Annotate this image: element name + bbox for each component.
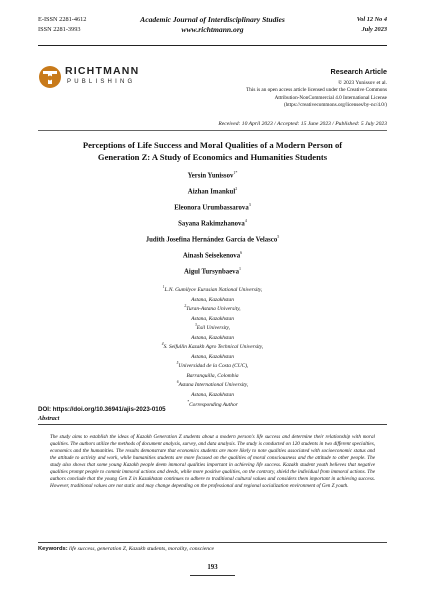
affiliation: $^2$Turan-Astana University, [184, 304, 241, 312]
author-name: Sayana Rakimzhanova [178, 220, 245, 228]
eissn: E-ISSN 2281-4612 [38, 16, 87, 23]
author [0, 234, 425, 244]
publisher-logo [38, 63, 138, 95]
volume: Vol 12 No 4 [356, 16, 387, 23]
article-type: Research Article [330, 67, 387, 76]
keywords [38, 546, 214, 552]
affiliation: $^1$L.N. Gumilyov Eurasian National University, [162, 285, 263, 293]
author-affil: 1* [233, 170, 238, 175]
article-title [50, 140, 375, 163]
abstract-heading: Abstract [38, 415, 60, 422]
issue-block [357, 15, 387, 34]
journal-title-block [38, 15, 387, 35]
affiliation: $^6$Astana International University, [176, 380, 249, 389]
author-name: Aizhan Imankul [187, 188, 236, 196]
doi-link[interactable]: DOI: https://doi.org/10.36941/ajis-2023-0105 [38, 406, 166, 413]
license-link[interactable]: (https://creativecommons.org/licenses/by-nc/4.0/) [283, 102, 387, 109]
author [0, 250, 425, 260]
author [0, 170, 425, 180]
affiliation: Astana, Kazakhstan [191, 315, 234, 322]
title-line-1: Perceptions of Life Success and Moral Qualities of a Modern Person of [82, 140, 343, 150]
affiliation-list [120, 284, 305, 408]
author-affil: 6 [240, 250, 243, 255]
author [0, 202, 425, 212]
author-affil: 3 [248, 202, 251, 207]
publisher-sub: PUBLISHING [67, 79, 136, 85]
copyright: © 2023 Yunissov et al. [338, 80, 387, 86]
page-number: 193 [207, 564, 218, 571]
header-divider [38, 45, 387, 46]
author-name: Aigul Tursynbaeva [184, 268, 239, 276]
affiliation: $^5$Universidad de la Costa (CUC), [176, 361, 249, 370]
affiliation: Astana, Kazakhstan [191, 353, 234, 360]
publisher-name: RICHTMANN [65, 65, 140, 77]
publication-dates: Received: 10 April 2023 / Accepted: 15 June 2023 / Published: 5 July 2023 [218, 121, 387, 127]
affiliation: Barranquilla, Colombia [186, 372, 239, 379]
issue-date: July 2023 [361, 25, 387, 33]
author-affil: 4 [244, 218, 247, 223]
author-name: Judith Josefina Hernández García de Velasco [145, 236, 278, 244]
affiliation: Astana, Kazakhstan [191, 334, 234, 341]
author-affil: 1 [238, 266, 241, 271]
author-name: Yersin Yunissov [187, 172, 234, 180]
abstract-box [38, 424, 387, 543]
affiliation: Astana, Kazakhstan [191, 391, 234, 398]
keywords-label: Keywords: [38, 546, 68, 552]
author [0, 266, 425, 276]
affiliation: $^4$S. Seifullin Kazakh Agro Technical University, [161, 342, 264, 351]
author-affil: 5 [277, 234, 280, 239]
affiliation: $^3$Esil University, [194, 323, 231, 331]
footer-divider [190, 575, 235, 576]
abstract-text: The study aims to establish the ideas of Kazakh Generation Z students about a modern person's life success and determine their relationship with moral qualities. The authors utilize the methods of document analysis, survey, and data analysis. The study is conducted on 120 students in two different specialties, economics and the humanities. The results demonstrate that economics students are more likely to note qualities associated with socioeconomic status and the attitude to activity and work, while humanities students are more focused on the qualities of moral consciousness and the attitude to other people. The study also shows that some young Kazakh people deem immoral qualities important in achieving life success. Kazakh student youth believes that negative qualities prompt people to commit immoral actions and deeds, while more positive qualities, on the contrary, shield the individual from immoral actions. The authors conclude that the young Gen Z in Kazakhstan continues to adhere to traditional cultural values and considers them important in achieving success. However, traditional values are not static and may change depending on the professional and regional socialization environment of Gen Z youth. [50, 434, 375, 489]
richtmann-logo-icon [38, 65, 62, 89]
license-line-1: This is an open access article licensed under the Creative Commons [246, 87, 387, 94]
author-name: Eleonora Urumbassarova [174, 204, 249, 212]
title-line-2: Generation Z: A Study of Economics and Humanities Students [97, 151, 328, 162]
issn: ISSN 2281-3993 [38, 25, 81, 33]
author-affil: 2 [235, 186, 238, 191]
author [0, 186, 425, 196]
license-line-2: Attribution-NonCommercial 4.0 International License [274, 94, 387, 101]
author-name: Ainash Seisekenova [182, 252, 241, 260]
journal-url[interactable]: www.richtmann.org [181, 25, 244, 34]
affiliation: *Corresponding Author [187, 399, 238, 408]
affiliation: Astana, Kazakhstan [191, 296, 234, 303]
keywords-list: life success, generation Z, Kazakh students, morality, conscience [69, 546, 214, 552]
journal-name: Academic Journal of Interdisciplinary Studies [140, 15, 285, 24]
license-block [167, 80, 387, 110]
dates-divider [38, 130, 387, 131]
author [0, 218, 425, 228]
